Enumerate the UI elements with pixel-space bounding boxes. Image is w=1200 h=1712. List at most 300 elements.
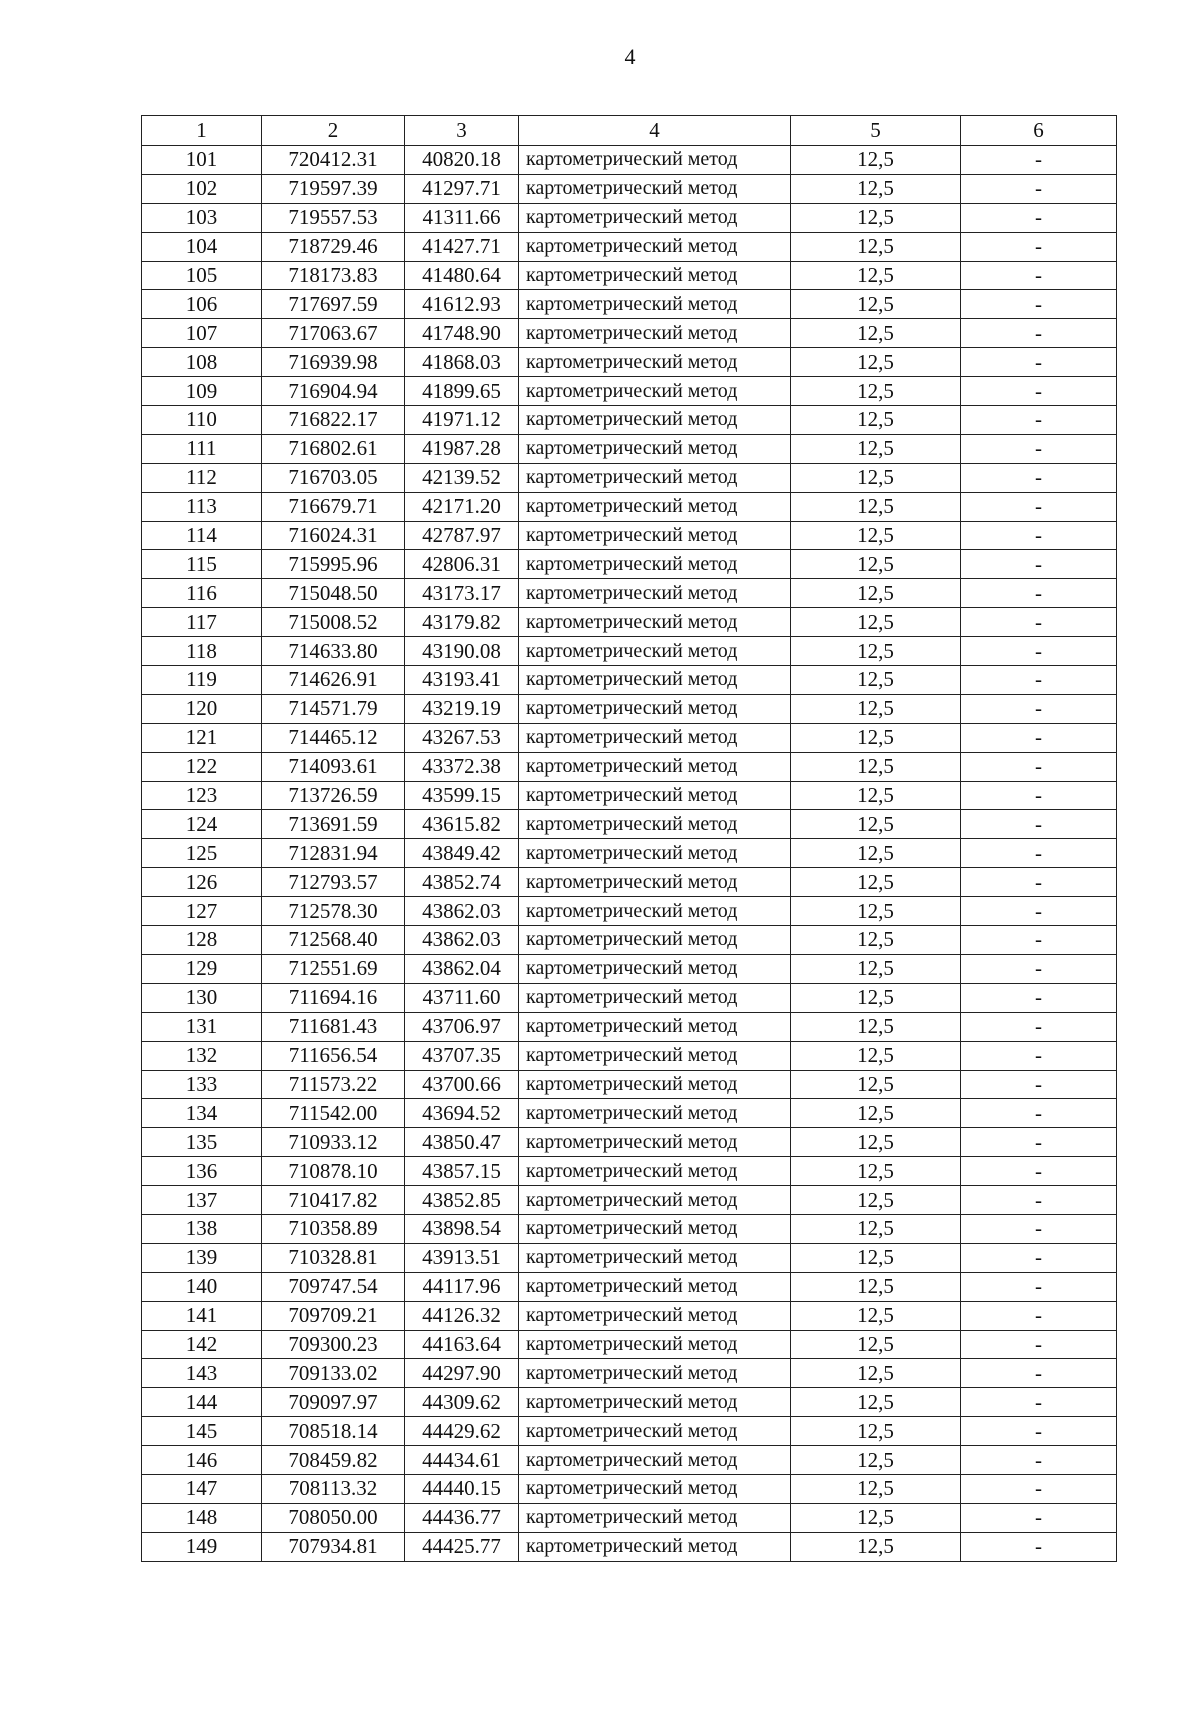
method-cell: картометрический метод [519,1099,791,1128]
x-coordinate-cell: 719597.39 [262,174,405,203]
y-coordinate-cell: 44434.61 [405,1446,519,1475]
point-number-cell: 106 [142,290,262,319]
table-row [142,1070,1117,1099]
header-cell-5: 5 [791,116,961,146]
table-row [142,174,1117,203]
point-number-cell: 118 [142,637,262,666]
table-row [142,1301,1117,1330]
y-coordinate-cell: 43700.66 [405,1070,519,1099]
note-cell: - [961,290,1117,319]
note-cell: - [961,608,1117,637]
accuracy-cell: 12,5 [791,203,961,232]
point-number-cell: 147 [142,1474,262,1503]
table-row [142,1243,1117,1272]
y-coordinate-cell: 43849.42 [405,839,519,868]
table-row [142,1474,1117,1503]
note-cell: - [961,983,1117,1012]
y-coordinate-cell: 41899.65 [405,377,519,406]
point-number-cell: 132 [142,1041,262,1070]
point-number-cell: 103 [142,203,262,232]
table-row [142,983,1117,1012]
accuracy-cell: 12,5 [791,954,961,983]
accuracy-cell: 12,5 [791,1128,961,1157]
table-row [142,550,1117,579]
point-number-cell: 111 [142,434,262,463]
note-cell: - [961,319,1117,348]
point-number-cell: 135 [142,1128,262,1157]
table-row [142,146,1117,175]
method-cell: картометрический метод [519,319,791,348]
x-coordinate-cell: 711573.22 [262,1070,405,1099]
x-coordinate-cell: 719557.53 [262,203,405,232]
note-cell: - [961,810,1117,839]
page-number: 4 [624,44,636,69]
method-cell: картометрический метод [519,1070,791,1099]
note-cell: - [961,492,1117,521]
y-coordinate-cell: 43706.97 [405,1012,519,1041]
table-row [142,810,1117,839]
point-number-cell: 139 [142,1243,262,1272]
x-coordinate-cell: 710417.82 [262,1186,405,1215]
table-row [142,752,1117,781]
x-coordinate-cell: 709747.54 [262,1272,405,1301]
y-coordinate-cell: 43372.38 [405,752,519,781]
x-coordinate-cell: 709709.21 [262,1301,405,1330]
method-cell: картометрический метод [519,203,791,232]
y-coordinate-cell: 43219.19 [405,694,519,723]
accuracy-cell: 12,5 [791,694,961,723]
note-cell: - [961,1359,1117,1388]
point-number-cell: 116 [142,579,262,608]
accuracy-cell: 12,5 [791,579,961,608]
method-cell: картометрический метод [519,146,791,175]
x-coordinate-cell: 709300.23 [262,1330,405,1359]
table-row [142,868,1117,897]
y-coordinate-cell: 43711.60 [405,983,519,1012]
x-coordinate-cell: 720412.31 [262,146,405,175]
point-number-cell: 137 [142,1186,262,1215]
method-cell: картометрический метод [519,810,791,839]
point-number-cell: 145 [142,1417,262,1446]
header-cell-4: 4 [519,116,791,146]
x-coordinate-cell: 714633.80 [262,637,405,666]
note-cell: - [961,1417,1117,1446]
accuracy-cell: 12,5 [791,608,961,637]
y-coordinate-cell: 43173.17 [405,579,519,608]
accuracy-cell: 12,5 [791,839,961,868]
point-number-cell: 131 [142,1012,262,1041]
x-coordinate-cell: 710878.10 [262,1157,405,1186]
y-coordinate-cell: 42171.20 [405,492,519,521]
note-cell: - [961,521,1117,550]
accuracy-cell: 12,5 [791,463,961,492]
coordinates-table [141,115,1117,1562]
x-coordinate-cell: 716703.05 [262,463,405,492]
point-number-cell: 148 [142,1503,262,1532]
note-cell: - [961,1388,1117,1417]
point-number-cell: 134 [142,1099,262,1128]
point-number-cell: 126 [142,868,262,897]
table-row [142,1012,1117,1041]
note-cell: - [961,377,1117,406]
method-cell: картометрический метод [519,1330,791,1359]
point-number-cell: 109 [142,377,262,406]
accuracy-cell: 12,5 [791,290,961,319]
table-row [142,434,1117,463]
y-coordinate-cell: 40820.18 [405,146,519,175]
table-row [142,232,1117,261]
note-cell: - [961,926,1117,955]
accuracy-cell: 12,5 [791,1041,961,1070]
x-coordinate-cell: 711681.43 [262,1012,405,1041]
table-row [142,666,1117,695]
accuracy-cell: 12,5 [791,983,961,1012]
accuracy-cell: 12,5 [791,723,961,752]
accuracy-cell: 12,5 [791,406,961,435]
note-cell: - [961,1503,1117,1532]
y-coordinate-cell: 43707.35 [405,1041,519,1070]
method-cell: картометрический метод [519,1186,791,1215]
method-cell: картометрический метод [519,694,791,723]
x-coordinate-cell: 711656.54 [262,1041,405,1070]
accuracy-cell: 12,5 [791,492,961,521]
x-coordinate-cell: 717697.59 [262,290,405,319]
y-coordinate-cell: 43913.51 [405,1243,519,1272]
y-coordinate-cell: 44309.62 [405,1388,519,1417]
note-cell: - [961,1012,1117,1041]
accuracy-cell: 12,5 [791,1330,961,1359]
method-cell: картометрический метод [519,1272,791,1301]
y-coordinate-cell: 41971.12 [405,406,519,435]
y-coordinate-cell: 41427.71 [405,232,519,261]
point-number-cell: 112 [142,463,262,492]
x-coordinate-cell: 709133.02 [262,1359,405,1388]
point-number-cell: 108 [142,348,262,377]
table-row [142,897,1117,926]
accuracy-cell: 12,5 [791,1503,961,1532]
accuracy-cell: 12,5 [791,1214,961,1243]
note-cell: - [961,954,1117,983]
point-number-cell: 146 [142,1446,262,1475]
point-number-cell: 107 [142,319,262,348]
method-cell: картометрический метод [519,174,791,203]
note-cell: - [961,1070,1117,1099]
x-coordinate-cell: 712551.69 [262,954,405,983]
note-cell: - [961,203,1117,232]
note-cell: - [961,1128,1117,1157]
y-coordinate-cell: 43862.04 [405,954,519,983]
table-row [142,1186,1117,1215]
table-row [142,781,1117,810]
x-coordinate-cell: 714093.61 [262,752,405,781]
note-cell: - [961,897,1117,926]
x-coordinate-cell: 710328.81 [262,1243,405,1272]
accuracy-cell: 12,5 [791,1070,961,1099]
method-cell: картометрический метод [519,1128,791,1157]
x-coordinate-cell: 714465.12 [262,723,405,752]
x-coordinate-cell: 710358.89 [262,1214,405,1243]
method-cell: картометрический метод [519,1301,791,1330]
y-coordinate-cell: 43694.52 [405,1099,519,1128]
point-number-cell: 144 [142,1388,262,1417]
note-cell: - [961,1214,1117,1243]
y-coordinate-cell: 41612.93 [405,290,519,319]
point-number-cell: 133 [142,1070,262,1099]
x-coordinate-cell: 714571.79 [262,694,405,723]
table-row [142,1157,1117,1186]
y-coordinate-cell: 43193.41 [405,666,519,695]
note-cell: - [961,1301,1117,1330]
y-coordinate-cell: 43179.82 [405,608,519,637]
header-cell-3: 3 [405,116,519,146]
y-coordinate-cell: 43898.54 [405,1214,519,1243]
note-cell: - [961,261,1117,290]
x-coordinate-cell: 715008.52 [262,608,405,637]
x-coordinate-cell: 712793.57 [262,868,405,897]
accuracy-cell: 12,5 [791,1099,961,1128]
y-coordinate-cell: 41480.64 [405,261,519,290]
method-cell: картометрический метод [519,1214,791,1243]
table-row [142,1041,1117,1070]
method-cell: картометрический метод [519,579,791,608]
accuracy-cell: 12,5 [791,868,961,897]
method-cell: картометрический метод [519,290,791,319]
x-coordinate-cell: 716024.31 [262,521,405,550]
accuracy-cell: 12,5 [791,1243,961,1272]
point-number-cell: 114 [142,521,262,550]
x-coordinate-cell: 716904.94 [262,377,405,406]
table-row [142,290,1117,319]
header-cell-6: 6 [961,116,1117,146]
x-coordinate-cell: 718173.83 [262,261,405,290]
table-row [142,203,1117,232]
point-number-cell: 128 [142,926,262,955]
table-row [142,492,1117,521]
x-coordinate-cell: 707934.81 [262,1532,405,1561]
x-coordinate-cell: 708050.00 [262,1503,405,1532]
note-cell: - [961,406,1117,435]
point-number-cell: 143 [142,1359,262,1388]
x-coordinate-cell: 708113.32 [262,1474,405,1503]
table-row [142,319,1117,348]
accuracy-cell: 12,5 [791,1474,961,1503]
point-number-cell: 124 [142,810,262,839]
accuracy-cell: 12,5 [791,1272,961,1301]
note-cell: - [961,434,1117,463]
y-coordinate-cell: 43850.47 [405,1128,519,1157]
point-number-cell: 113 [142,492,262,521]
point-number-cell: 129 [142,954,262,983]
accuracy-cell: 12,5 [791,781,961,810]
y-coordinate-cell: 43599.15 [405,781,519,810]
y-coordinate-cell: 44436.77 [405,1503,519,1532]
table-row [142,839,1117,868]
y-coordinate-cell: 43190.08 [405,637,519,666]
method-cell: картометрический метод [519,377,791,406]
method-cell: картометрический метод [519,781,791,810]
note-cell: - [961,723,1117,752]
accuracy-cell: 12,5 [791,434,961,463]
y-coordinate-cell: 42806.31 [405,550,519,579]
method-cell: картометрический метод [519,521,791,550]
x-coordinate-cell: 712578.30 [262,897,405,926]
point-number-cell: 117 [142,608,262,637]
method-cell: картометрический метод [519,926,791,955]
accuracy-cell: 12,5 [791,1157,961,1186]
table-row [142,1272,1117,1301]
point-number-cell: 105 [142,261,262,290]
x-coordinate-cell: 717063.67 [262,319,405,348]
table-row [142,261,1117,290]
method-cell: картометрический метод [519,434,791,463]
table-row [142,1128,1117,1157]
y-coordinate-cell: 42787.97 [405,521,519,550]
note-cell: - [961,1474,1117,1503]
method-cell: картометрический метод [519,983,791,1012]
accuracy-cell: 12,5 [791,377,961,406]
note-cell: - [961,868,1117,897]
method-cell: картометрический метод [519,1243,791,1272]
x-coordinate-cell: 713726.59 [262,781,405,810]
accuracy-cell: 12,5 [791,1532,961,1561]
method-cell: картометрический метод [519,723,791,752]
x-coordinate-cell: 713691.59 [262,810,405,839]
note-cell: - [961,1446,1117,1475]
y-coordinate-cell: 44425.77 [405,1532,519,1561]
accuracy-cell: 12,5 [791,926,961,955]
note-cell: - [961,666,1117,695]
table-row [142,1388,1117,1417]
y-coordinate-cell: 43852.74 [405,868,519,897]
point-number-cell: 110 [142,406,262,435]
accuracy-cell: 12,5 [791,752,961,781]
y-coordinate-cell: 43862.03 [405,926,519,955]
method-cell: картометрический метод [519,348,791,377]
accuracy-cell: 12,5 [791,1301,961,1330]
y-coordinate-cell: 41297.71 [405,174,519,203]
method-cell: картометрический метод [519,1157,791,1186]
y-coordinate-cell: 44440.15 [405,1474,519,1503]
method-cell: картометрический метод [519,839,791,868]
x-coordinate-cell: 716822.17 [262,406,405,435]
method-cell: картометрический метод [519,1388,791,1417]
table-row [142,1099,1117,1128]
x-coordinate-cell: 709097.97 [262,1388,405,1417]
y-coordinate-cell: 44297.90 [405,1359,519,1388]
table-header [142,116,1117,146]
method-cell: картометрический метод [519,1532,791,1561]
method-cell: картометрический метод [519,752,791,781]
note-cell: - [961,232,1117,261]
point-number-cell: 115 [142,550,262,579]
accuracy-cell: 12,5 [791,232,961,261]
x-coordinate-cell: 708518.14 [262,1417,405,1446]
y-coordinate-cell: 41987.28 [405,434,519,463]
y-coordinate-cell: 44429.62 [405,1417,519,1446]
x-coordinate-cell: 712568.40 [262,926,405,955]
table-row [142,521,1117,550]
method-cell: картометрический метод [519,1474,791,1503]
note-cell: - [961,1272,1117,1301]
table-row [142,694,1117,723]
point-number-cell: 121 [142,723,262,752]
x-coordinate-cell: 712831.94 [262,839,405,868]
table-row [142,637,1117,666]
accuracy-cell: 12,5 [791,666,961,695]
point-number-cell: 102 [142,174,262,203]
note-cell: - [961,637,1117,666]
accuracy-cell: 12,5 [791,521,961,550]
table-body [142,146,1117,1562]
point-number-cell: 104 [142,232,262,261]
table-row [142,926,1117,955]
method-cell: картометрический метод [519,1417,791,1446]
x-coordinate-cell: 708459.82 [262,1446,405,1475]
accuracy-cell: 12,5 [791,810,961,839]
accuracy-cell: 12,5 [791,319,961,348]
accuracy-cell: 12,5 [791,174,961,203]
method-cell: картометрический метод [519,1446,791,1475]
table-row [142,463,1117,492]
method-cell: картометрический метод [519,666,791,695]
accuracy-cell: 12,5 [791,1186,961,1215]
x-coordinate-cell: 711542.00 [262,1099,405,1128]
table-row [142,723,1117,752]
y-coordinate-cell: 43862.03 [405,897,519,926]
x-coordinate-cell: 710933.12 [262,1128,405,1157]
accuracy-cell: 12,5 [791,1359,961,1388]
note-cell: - [961,1186,1117,1215]
point-number-cell: 138 [142,1214,262,1243]
method-cell: картометрический метод [519,1503,791,1532]
note-cell: - [961,463,1117,492]
y-coordinate-cell: 44117.96 [405,1272,519,1301]
table-row [142,608,1117,637]
accuracy-cell: 12,5 [791,1012,961,1041]
table-row [142,377,1117,406]
y-coordinate-cell: 43615.82 [405,810,519,839]
y-coordinate-cell: 42139.52 [405,463,519,492]
point-number-cell: 122 [142,752,262,781]
y-coordinate-cell: 43852.85 [405,1186,519,1215]
note-cell: - [961,781,1117,810]
x-coordinate-cell: 716679.71 [262,492,405,521]
accuracy-cell: 12,5 [791,550,961,579]
table-row [142,1359,1117,1388]
point-number-cell: 140 [142,1272,262,1301]
point-number-cell: 130 [142,983,262,1012]
note-cell: - [961,694,1117,723]
table-row [142,1446,1117,1475]
accuracy-cell: 12,5 [791,146,961,175]
note-cell: - [961,752,1117,781]
point-number-cell: 142 [142,1330,262,1359]
point-number-cell: 119 [142,666,262,695]
note-cell: - [961,579,1117,608]
table-row [142,348,1117,377]
y-coordinate-cell: 43857.15 [405,1157,519,1186]
header-row [142,116,1117,146]
method-cell: картометрический метод [519,1012,791,1041]
method-cell: картометрический метод [519,550,791,579]
y-coordinate-cell: 41748.90 [405,319,519,348]
method-cell: картометрический метод [519,492,791,521]
table-row [142,1214,1117,1243]
x-coordinate-cell: 716802.61 [262,434,405,463]
x-coordinate-cell: 711694.16 [262,983,405,1012]
header-cell-1: 1 [142,116,262,146]
table-row [142,406,1117,435]
